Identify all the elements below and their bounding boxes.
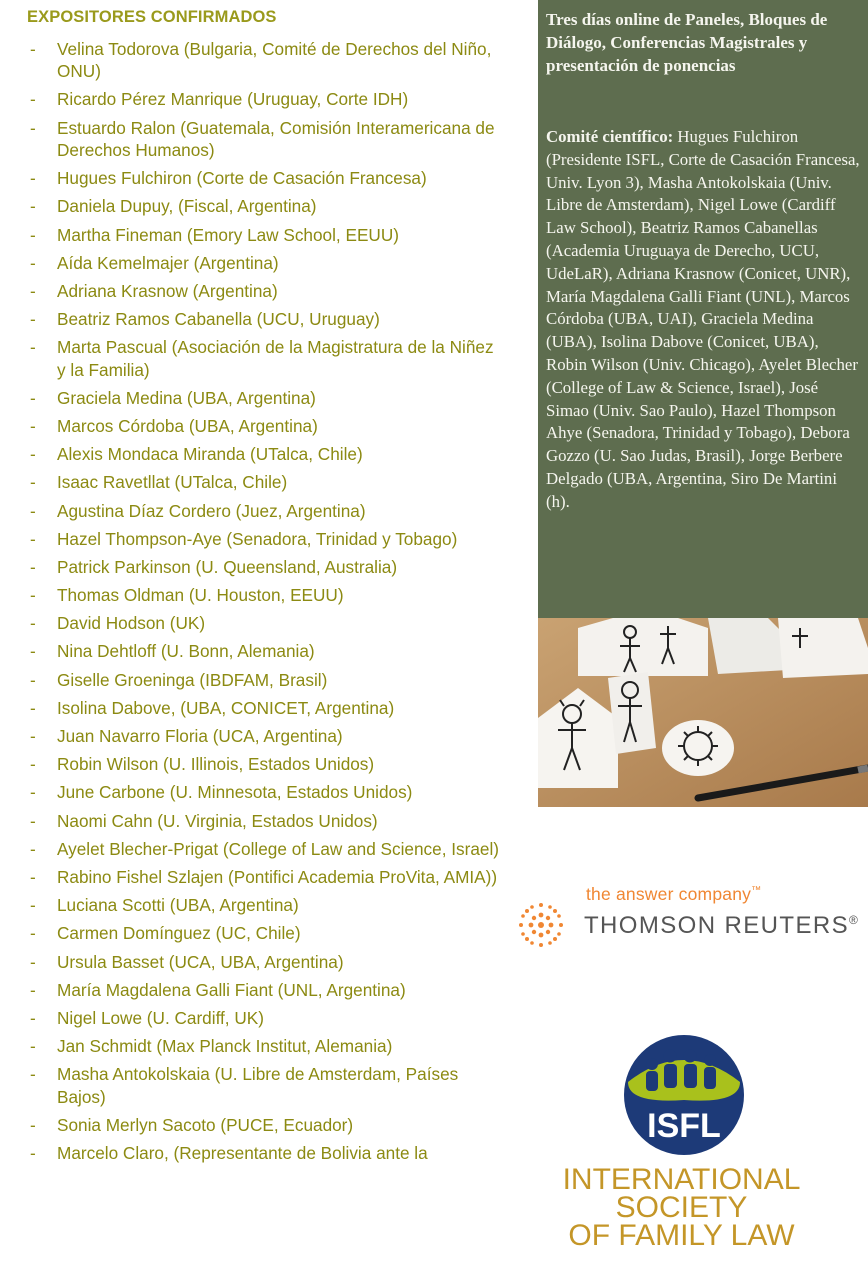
speaker-text: Hugues Fulchiron (Corte de Casación Francesa) [57,168,427,189]
bullet-dash: - [30,726,36,747]
bullet-dash: - [30,585,36,606]
bullet-dash: - [30,923,36,944]
speaker-item [0,556,536,578]
bullet-dash: - [30,866,36,887]
speaker-text: Carmen Domínguez (UC, Chile) [57,923,301,944]
bullet-dash: - [30,895,36,916]
bullet-dash: - [30,782,36,803]
speaker-text: June Carbone (U. Minnesota, Estados Unidos) [57,782,413,803]
speakers-list [0,38,536,1170]
bullet-dash: - [30,1114,36,1135]
committee-members: Hugues Fulchiron (Presidente ISFL, Corte de Casación Francesa, Univ. Lyon 3), Masha Antokolskaia (Univ. Libre de Amsterdam), Nigel Lowe (Cardiff Law School), Beatriz Ramos Cabanellas (Academia Uruguaya de Derecho, UCU, UdeLaR), Adriana Krasnow (Conicet, UNR), María Magdalena Galli Fiant (UNL), Marcos Córdoba (UBA, UAI), Graciela Medina (UBA), Isolina Dabove (Conicet, UBA), Robin Wilson (Univ. Chicago), Ayelet Blecher (College of Law & Science, Israel), José Simao (Univ. Sao Paulo), Hazel Thompson Ahye (Senadora, Trinidad y Tobago), Debora Gozzo (U. Sao Judas, Brasil), Jorge Berbere Delgado (UBA, Argentina, Siro De Martini (h). [546,127,860,511]
bullet-dash: - [30,196,36,217]
bullet-dash: - [30,337,36,358]
speaker-item [0,781,536,803]
speaker-item [0,443,536,465]
bullet-dash: - [30,89,36,110]
speaker-item [0,117,536,162]
speaker-text: Marcelo Claro, (Representante de Bolivia ante la [57,1142,428,1163]
speaker-text: Adriana Krasnow (Argentina) [57,280,278,301]
speaker-item [0,810,536,832]
bullet-dash: - [30,252,36,273]
speaker-text: Luciana Scotti (UBA, Argentina) [57,895,299,916]
bullet-dash: - [30,754,36,775]
thomson-reuters-dots-icon [514,898,568,952]
bullet-dash: - [30,415,36,436]
bullet-dash: - [30,810,36,831]
speaker-text: Thomas Oldman (U. Houston, EEUU) [57,585,344,606]
speaker-item [0,866,536,888]
speaker-item [0,1114,536,1136]
speaker-item [0,612,536,634]
speaker-item [0,280,536,302]
bullet-dash: - [30,1064,36,1085]
speaker-text: David Hodson (UK) [57,613,206,634]
speaker-item [0,415,536,437]
speaker-text: Estuardo Ralon (Guatemala, Comisión Interamericana de Derechos Humanos) [57,117,495,160]
speaker-text: Giselle Groeninga (IBDFAM, Brasil) [57,669,328,690]
bullet-dash: - [30,387,36,408]
speaker-item [0,838,536,860]
speaker-item [0,1063,536,1108]
thomson-reuters-logo [508,880,868,960]
event-format-text: Tres días online de Paneles, Bloques de Diálogo, Conferencias Magistrales y presentación de ponencias [546,10,828,75]
bullet-dash: - [30,528,36,549]
speaker-text: Robin Wilson (U. Illinois, Estados Unidos) [57,754,375,775]
speaker-item [0,979,536,1001]
bullet-dash: - [30,168,36,189]
speaker-text: Hazel Thompson-Aye (Senadora, Trinidad y Tobago) [57,528,458,549]
isfl-name [495,1163,868,1252]
speaker-item [0,167,536,189]
bullet-dash: - [30,838,36,859]
bullet-dash: - [30,309,36,330]
speaker-text: Nina Dehtloff (U. Bonn, Alemania) [57,641,315,662]
bullet-dash: - [30,951,36,972]
speaker-item [0,500,536,522]
paper-family-figures-photo [538,618,868,807]
speaker-text: Marta Pascual (Asociación de la Magistratura de la Niñez y la Familia) [57,337,494,380]
speaker-item [0,1035,536,1057]
speaker-item [0,308,536,330]
speaker-text: Velina Todorova (Bulgaria, Comité de Derechos del Niño, ONU) [57,39,492,82]
isfl-name-line1: INTERNATIONAL SOCIETY [562,1163,801,1224]
bullet-dash: - [30,117,36,138]
tr-tagline: the answer company™ [586,884,762,904]
speaker-text: Graciela Medina (UBA, Argentina) [57,387,316,408]
bullet-dash: - [30,556,36,577]
speaker-text: Isaac Ravetllat (UTalca, Chile) [57,472,288,493]
speaker-item [0,669,536,691]
speaker-item [0,640,536,662]
speaker-text: Naomi Cahn (U. Virginia, Estados Unidos) [57,810,378,831]
speaker-item [0,387,536,409]
speaker-item [0,224,536,246]
bullet-dash: - [30,1142,36,1163]
speaker-item [0,471,536,493]
tr-company-name: THOMSON REUTERS® [584,912,860,939]
speaker-item [0,88,536,110]
isfl-name-line2: OF FAMILY LAW [568,1219,795,1252]
speaker-text: Isolina Dabove, (UBA, CONICET, Argentina) [57,697,395,718]
speaker-item [0,1007,536,1029]
bullet-dash: - [30,39,36,59]
speaker-item [0,753,536,775]
speaker-item [0,1142,536,1164]
bullet-dash: - [30,697,36,718]
bullet-dash: - [30,613,36,634]
speaker-text: Ricardo Pérez Manrique (Uruguay, Corte IDH) [57,89,409,110]
speaker-text: Nigel Lowe (U. Cardiff, UK) [57,1007,264,1028]
bullet-dash: - [30,500,36,521]
speaker-text: Alexis Mondaca Miranda (UTalca, Chile) [57,444,363,465]
speaker-text: Patrick Parkinson (U. Queensland, Australia) [57,556,398,577]
speaker-text: Ursula Basset (UCA, UBA, Argentina) [57,951,344,972]
speaker-text: Rabino Fishel Szlajen (Pontifici Academia ProVita, AMIA)) [57,866,498,887]
speaker-item [0,336,536,381]
isfl-emblem [614,1034,754,1156]
speaker-text: Daniela Dupuy, (Fiscal, Argentina) [57,196,317,217]
bullet-dash: - [30,1036,36,1057]
speaker-text: María Magdalena Galli Fiant (UNL, Argentina) [57,979,406,1000]
bullet-dash: - [30,669,36,690]
speaker-text: Juan Navarro Floria (UCA, Argentina) [57,726,343,747]
speaker-item [0,38,536,83]
bullet-dash: - [30,444,36,465]
speaker-item [0,252,536,274]
isfl-acronym: ISFL [647,1107,721,1145]
scientific-committee-text [546,126,862,514]
speaker-item [0,922,536,944]
bullet-dash: - [30,472,36,493]
speaker-text: Martha Fineman (Emory Law School, EEUU) [57,224,399,245]
speaker-text: Sonia Merlyn Sacoto (PUCE, Ecuador) [57,1114,354,1135]
speaker-text: Marcos Córdoba (UBA, Argentina) [57,415,318,436]
bullet-dash: - [30,1007,36,1028]
speaker-text: Jan Schmidt (Max Planck Institut, Alemania) [57,1036,393,1057]
speaker-item [0,528,536,550]
speaker-item [0,697,536,719]
speaker-text: Ayelet Blecher-Prigat (College of Law and Science, Israel) [57,838,500,859]
bullet-dash: - [30,280,36,301]
speaker-text: Beatriz Ramos Cabanella (UCU, Uruguay) [57,309,380,330]
committee-label: Comité científico: [546,127,674,146]
speaker-item [0,894,536,916]
bullet-dash: - [30,979,36,1000]
speaker-text: Agustina Díaz Cordero (Juez, Argentina) [57,500,366,521]
speaker-item [0,951,536,973]
speaker-text: Masha Antokolskaia (U. Libre de Amsterdam, Países Bajos) [57,1064,459,1107]
speaker-text: Aída Kemelmajer (Argentina) [57,252,279,273]
speaker-item [0,584,536,606]
speaker-item [0,195,536,217]
bullet-dash: - [30,224,36,245]
speaker-item [0,725,536,747]
speakers-heading: EXPOSITORES CONFIRMADOS [27,8,277,26]
bullet-dash: - [30,641,36,662]
